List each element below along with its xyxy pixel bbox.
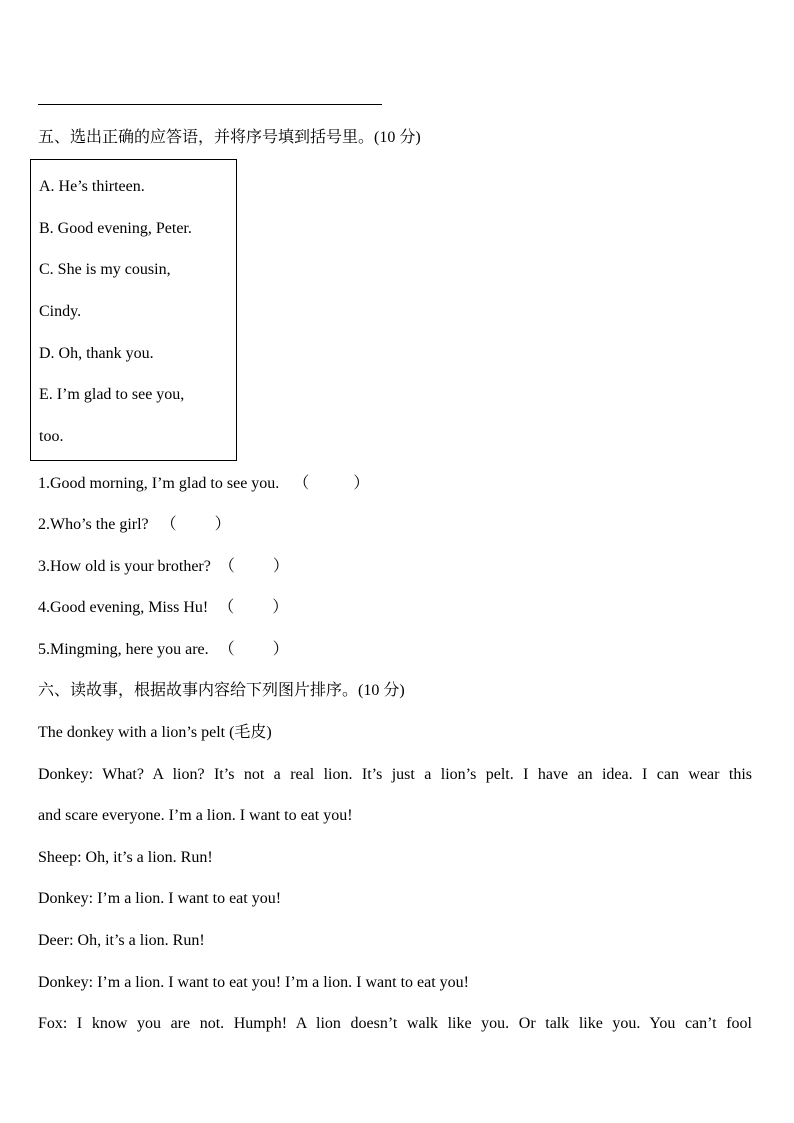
option-b: B. Good evening, Peter. [39, 220, 192, 237]
question-5-open-paren: （ [218, 641, 235, 658]
story-line-2: and scare everyone. I’m a lion. I want to eat you! [38, 807, 353, 824]
option-c-continued: Cindy. [39, 303, 82, 320]
section5-heading: 五、选出正确的应答语，并将序号填到括号里。(10 分) [38, 129, 421, 146]
question-3-open-paren: （ [218, 558, 235, 575]
question-4-open-paren: （ [218, 599, 235, 616]
question-3 [38, 557, 289, 577]
question-2 [38, 515, 231, 535]
option-a: A. He’s thirteen. [39, 178, 145, 195]
question-3-close-paren: ） [272, 558, 289, 575]
option-e-continued: too. [39, 428, 64, 445]
story-line-1 [38, 765, 752, 785]
question-5-text: 5.Mingming, here you are. [38, 641, 209, 658]
top-divider-line [38, 104, 382, 105]
story-line-6: Donkey: I’m a lion. I want to eat you! I’m a lion. I want to eat you! [38, 974, 469, 991]
option-c: C. She is my cousin, [39, 261, 171, 278]
question-3-text: 3.How old is your brother? [38, 558, 211, 575]
question-4 [38, 598, 288, 618]
story-line-4: Donkey: I’m a lion. I want to eat you! [38, 890, 282, 907]
story-line-7 [38, 1014, 752, 1034]
question-5-close-paren: ） [272, 641, 289, 658]
question-2-close-paren: ） [214, 516, 231, 533]
question-2-open-paren: （ [160, 516, 177, 533]
story-line-5: Deer: Oh, it’s a lion. Run! [38, 932, 205, 949]
question-5 [38, 640, 289, 660]
question-2-text: 2.Who’s the girl? [38, 516, 149, 533]
question-4-close-paren: ） [272, 599, 289, 616]
story-line-1-text: Donkey: What? A lion? It’s not a real lion. It’s just a lion’s pelt. I have an idea. I can wear this [38, 766, 752, 783]
option-d: D. Oh, thank you. [39, 345, 154, 362]
question-4-text: 4.Good evening, Miss Hu! [38, 599, 209, 616]
question-1 [38, 474, 369, 494]
story-line-7-text: Fox: I know you are not. Humph! A lion doesn’t walk like you. Or talk like you. You can’t fool [38, 1015, 752, 1032]
section6-heading: 六、读故事，根据故事内容给下列图片排序。(10 分) [38, 682, 405, 699]
story-line-3: Sheep: Oh, it’s a lion. Run! [38, 849, 213, 866]
story-title: The donkey with a lion’s pelt (毛皮) [38, 724, 272, 741]
question-1-open-paren: （ [293, 475, 310, 492]
question-1-close-paren: ） [353, 475, 370, 492]
answer-options-box [30, 159, 237, 461]
question-1-text: 1.Good morning, I’m glad to see you. [38, 475, 280, 492]
option-e: E. I’m glad to see you, [39, 386, 185, 403]
